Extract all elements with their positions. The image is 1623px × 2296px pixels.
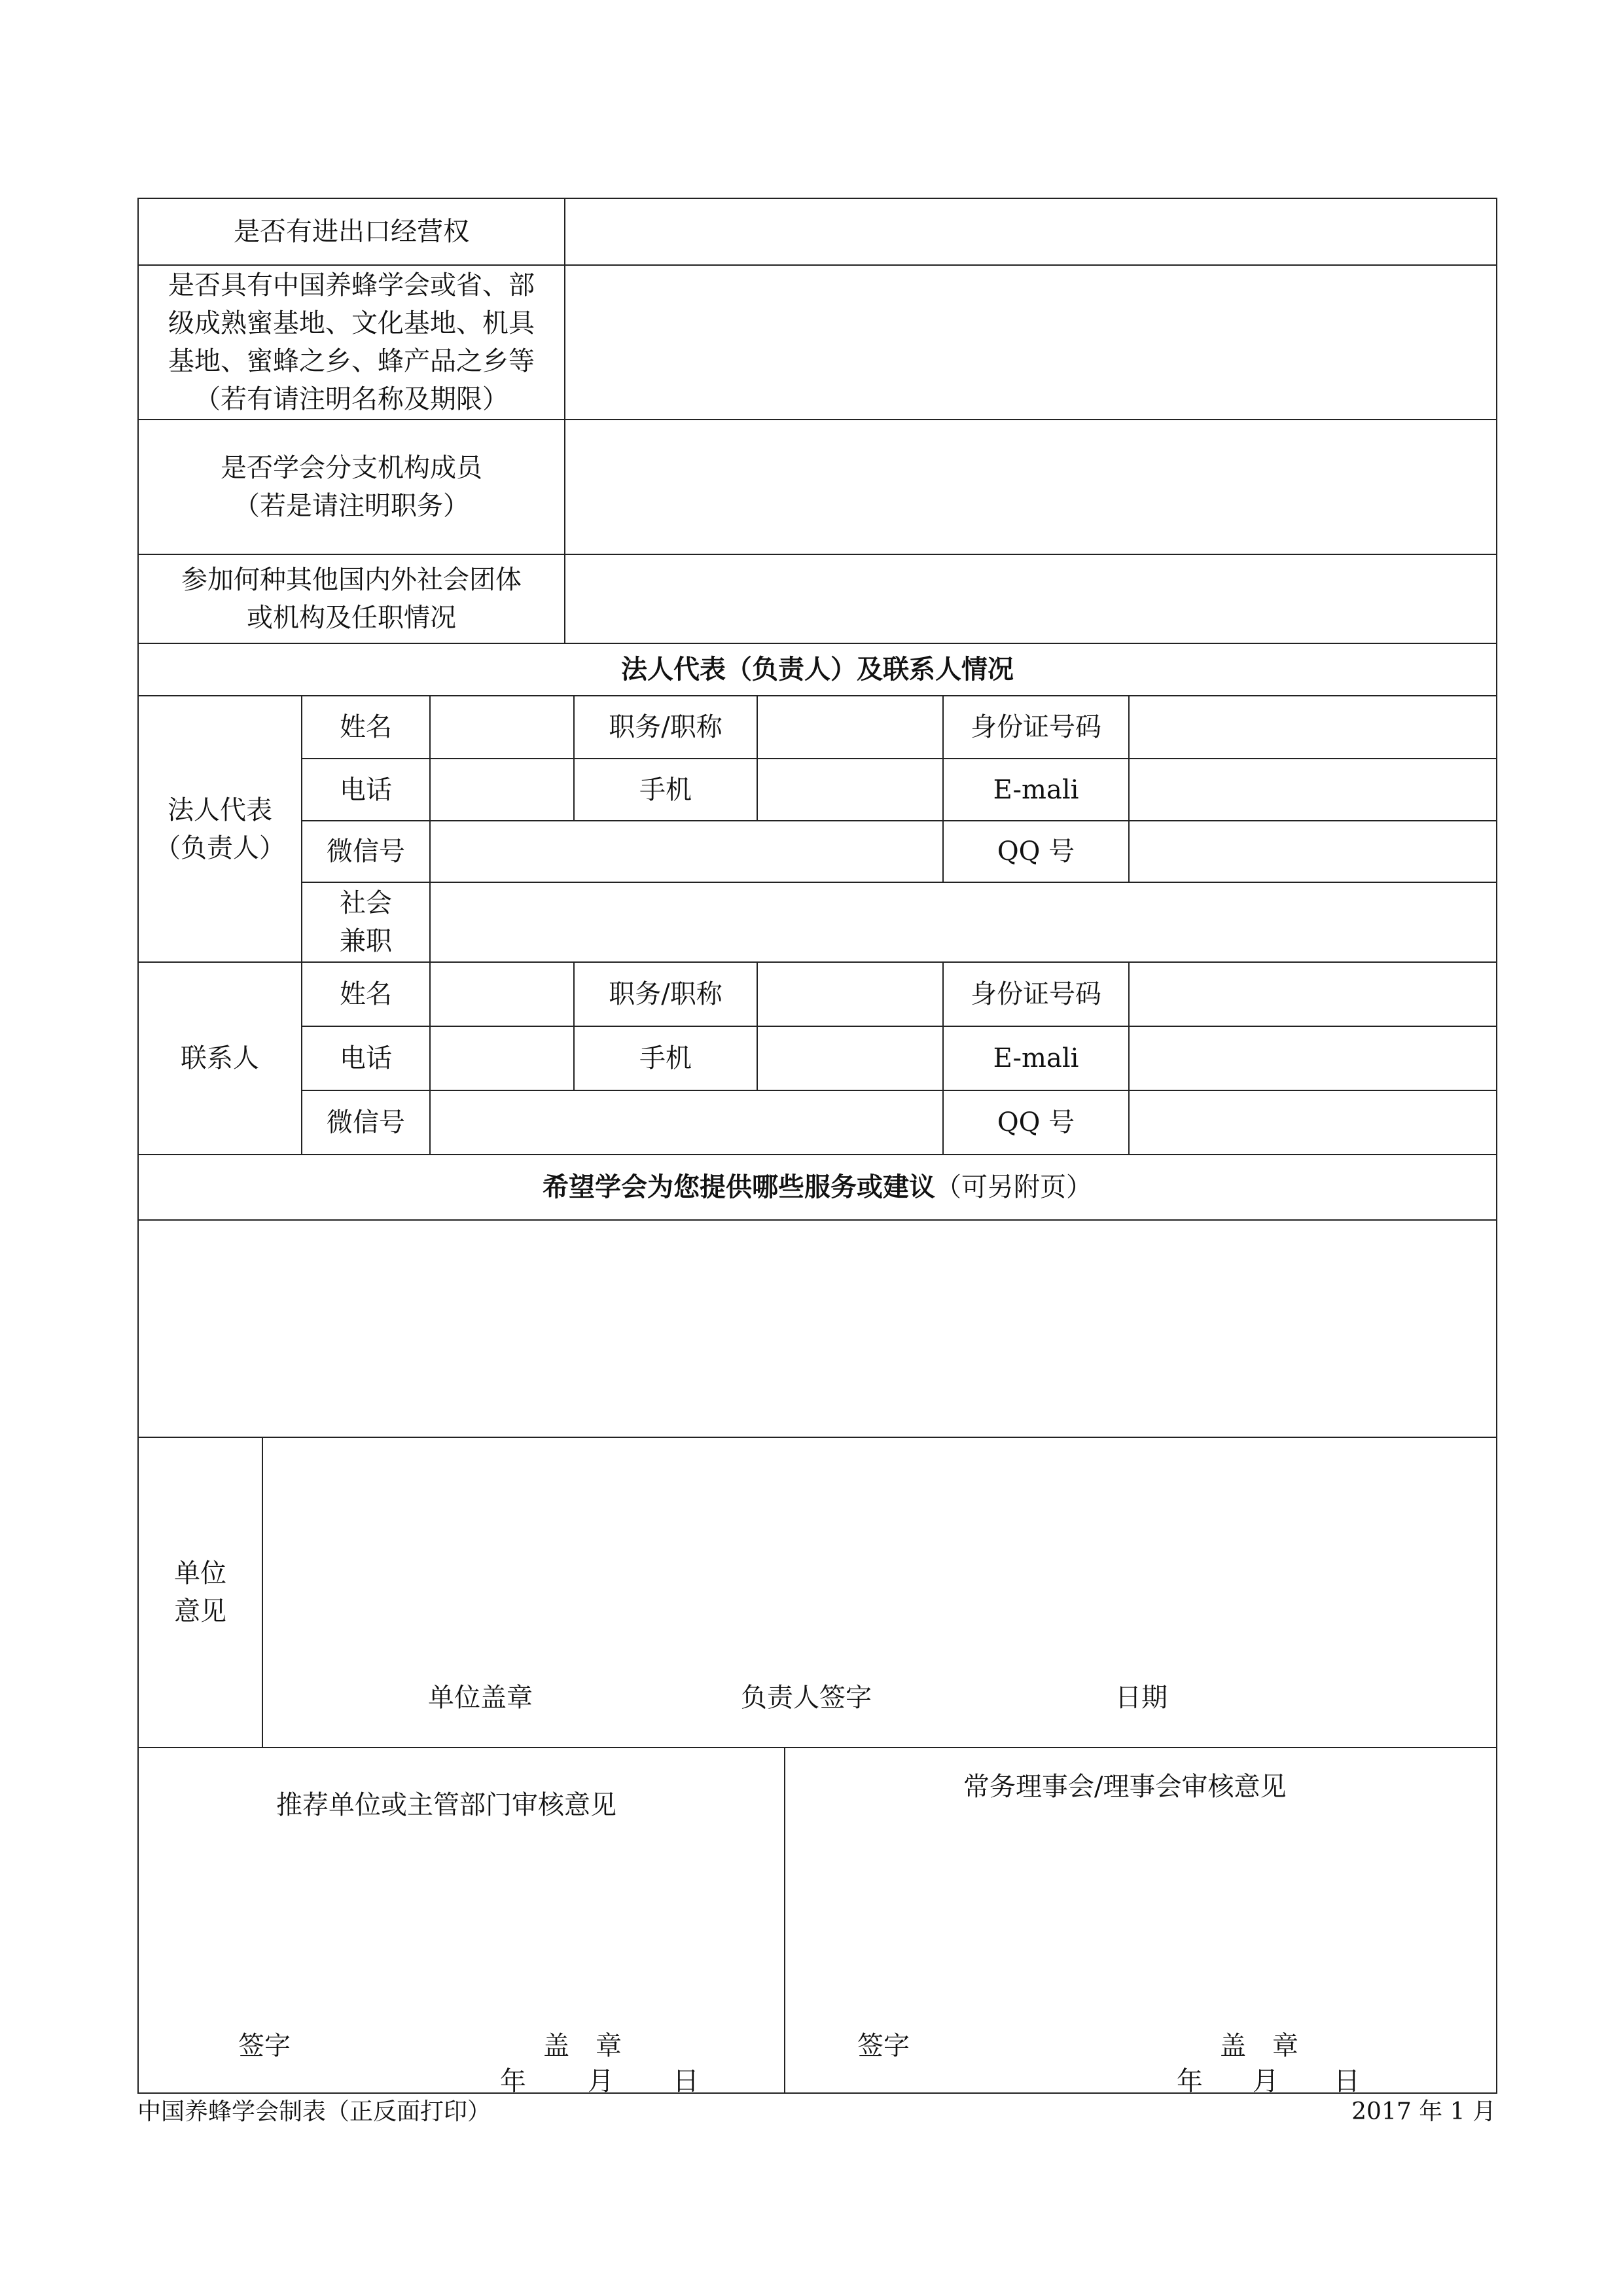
base-status-line: 基地、蜜蜂之乡、蜂产品之乡等 [168, 346, 535, 376]
legal-rep-qq-field[interactable] [1129, 821, 1497, 882]
other-org-field[interactable] [565, 554, 1497, 643]
contact-qq-field[interactable] [1129, 1090, 1497, 1155]
membership-form [137, 198, 1496, 2094]
legal-rep-phone-label: 电话 [302, 759, 430, 821]
recommender-sign-label: 签字 [238, 2031, 291, 2061]
contact-email-field[interactable] [1129, 1026, 1497, 1090]
branch-member-label [138, 420, 565, 554]
recommender-month-label: 月 [588, 2066, 614, 2096]
contact-phone-label: 电话 [302, 1026, 430, 1090]
contact-position-field[interactable] [757, 962, 943, 1026]
legal-rep-wechat-field[interactable] [430, 821, 943, 882]
contact-name-field[interactable] [430, 962, 574, 1026]
contact-qq-label: QQ 号 [943, 1090, 1129, 1155]
recommender-day-label: 日 [673, 2066, 699, 2096]
legal-rep-email-field[interactable] [1129, 759, 1497, 821]
contact-phone-field[interactable] [430, 1026, 574, 1090]
legal-rep-mobile-field[interactable] [757, 759, 943, 821]
legal-rep-phone-field[interactable] [430, 759, 574, 821]
legal-rep-qq-label: QQ 号 [943, 821, 1129, 882]
recommender-review-title: 推荐单位或主管部门审核意见 [276, 1790, 616, 1820]
council-review-cell[interactable] [785, 1748, 1497, 2096]
legal-rep-email-label: E-mali [943, 759, 1129, 821]
branch-member-line: 是否学会分支机构成员 [221, 453, 482, 483]
unit-date-label: 日期 [1115, 1683, 1168, 1713]
council-sign-label: 签字 [857, 2031, 910, 2061]
legal-rep-name-label: 姓名 [302, 696, 430, 759]
recommender-review-cell[interactable] [138, 1748, 785, 2096]
contact-mobile-field[interactable] [757, 1026, 943, 1090]
footer-date: 2017 年 1 月 [1351, 2098, 1496, 2125]
contact-id-label: 身份证号码 [943, 962, 1129, 1026]
contact-mobile-label: 手机 [574, 1026, 757, 1090]
footer-left-note: 中国养蜂学会制表（正反面打印） [137, 2098, 491, 2125]
legal-rep-label-line: （负责人） [154, 833, 285, 863]
unit-seal-label: 单位盖章 [428, 1683, 533, 1713]
legal-rep-wechat-label: 微信号 [302, 821, 430, 882]
recommender-seal-label: 盖 章 [543, 2031, 622, 2061]
contact-name-label: 姓名 [302, 962, 430, 1026]
opinions-table [137, 1154, 1497, 1748]
unit-opinion-field[interactable] [262, 1437, 1497, 1748]
legal-rep-social-label [302, 882, 430, 962]
base-status-line: （若有请注明名称及期限） [194, 384, 508, 414]
import-export-label: 是否有进出口经营权 [138, 198, 565, 265]
import-export-field[interactable] [565, 198, 1497, 265]
recommender-year-label: 年 [500, 2066, 526, 2096]
branch-member-line: （若是请注明职务） [234, 491, 469, 521]
contact-position-label: 职务/职称 [574, 962, 757, 1026]
legal-rep-position-label: 职务/职称 [574, 696, 757, 759]
other-org-label [138, 554, 565, 643]
council-seal-label: 盖 章 [1220, 2031, 1298, 2061]
base-status-line: 是否具有中国养蜂学会或省、部 [168, 270, 535, 300]
branch-member-field[interactable] [565, 420, 1497, 554]
suggestions-note: （可另附页） [935, 1172, 1092, 1202]
base-status-field[interactable] [565, 265, 1497, 420]
base-status-label [138, 265, 565, 420]
legal-rep-label-line: 法人代表 [168, 795, 272, 825]
suggestions-field[interactable] [138, 1220, 1497, 1437]
suggestions-title [138, 1155, 1497, 1220]
legal-rep-social-line: 社会 [340, 888, 392, 918]
unit-signature-label: 负责人签字 [741, 1683, 872, 1713]
legal-rep-name-field[interactable] [430, 696, 574, 759]
legal-rep-social-line: 兼职 [340, 926, 392, 956]
unit-opinion-label-line: 单位 [174, 1558, 226, 1588]
unit-opinion-label [138, 1437, 262, 1748]
contact-label: 联系人 [138, 962, 302, 1155]
legal-rep-id-field[interactable] [1129, 696, 1497, 759]
suggestions-title-text: 希望学会为您提供哪些服务或建议 [543, 1172, 935, 1202]
legal-rep-id-label: 身份证号码 [943, 696, 1129, 759]
unit-opinion-label-line: 意见 [174, 1596, 226, 1626]
representatives-section-title: 法人代表（负责人）及联系人情况 [138, 643, 1497, 696]
other-org-line: 参加何种其他国内外社会团体 [181, 565, 522, 595]
legal-rep-position-field[interactable] [757, 696, 943, 759]
legal-rep-label [138, 696, 302, 962]
council-year-label: 年 [1177, 2066, 1203, 2096]
legal-rep-mobile-label: 手机 [574, 759, 757, 821]
organization-info-table [137, 198, 1497, 644]
contact-wechat-label: 微信号 [302, 1090, 430, 1155]
contact-id-field[interactable] [1129, 962, 1497, 1026]
council-review-title: 常务理事会/理事会审核意见 [963, 1772, 1287, 1802]
representatives-table [137, 643, 1497, 1155]
review-table [137, 1747, 1497, 2094]
legal-rep-social-field[interactable] [430, 882, 1497, 962]
base-status-line: 级成熟蜜基地、文化基地、机具 [168, 308, 535, 338]
contact-wechat-field[interactable] [430, 1090, 943, 1155]
council-month-label: 月 [1253, 2066, 1279, 2096]
contact-email-label: E-mali [943, 1026, 1129, 1090]
council-day-label: 日 [1334, 2066, 1360, 2096]
other-org-line: 或机构及任职情况 [247, 603, 456, 633]
